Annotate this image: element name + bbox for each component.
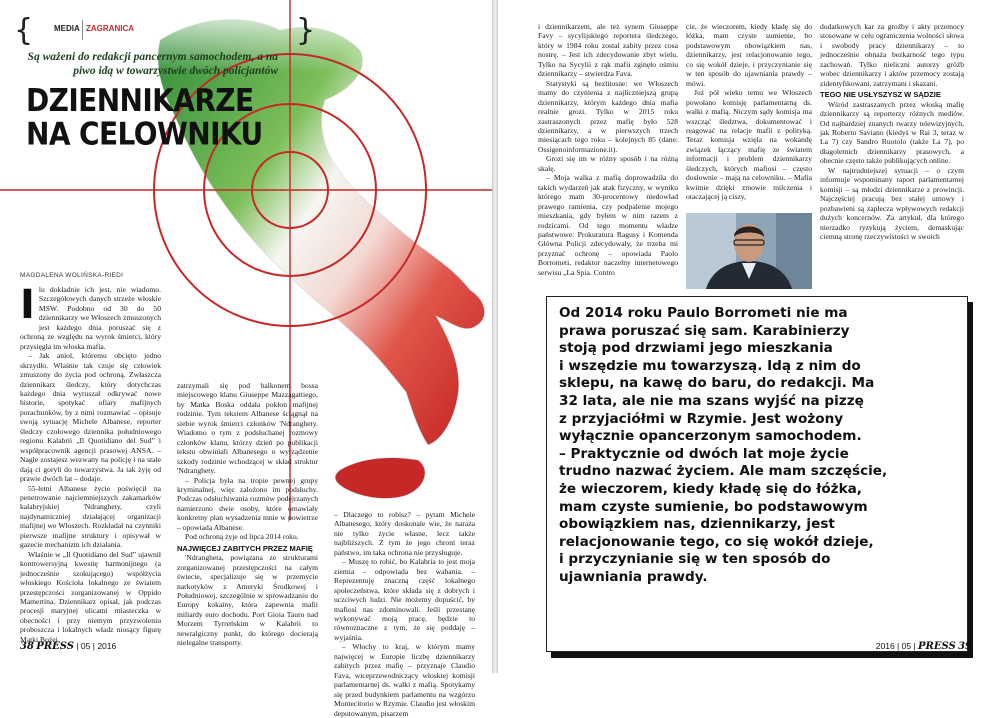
folio-right: [876, 641, 972, 652]
paragraph: 55-letni Albanese życie poświęcił na penetrowanie najciemniejszych zakamarków kalabryjskiej 'Ndranghety, czyli najdynamiczniej działającej organizacji mafijnej we Włoszech. Rozkładał na czynniki pierwsze mafijne struktury i opisywał w gazecie mechanizm ich działania.: [20, 483, 161, 550]
pull-quote-line: prawa poruszać się sam. Karabinierzy: [559, 322, 850, 339]
paragraph: Właśnie w „Il Quotidiano del Sud” ujawnił kontrowersyjną kwestię harmonijnego (a jednocześnie szokującego) współżycia włoskiego Kościoła lokalnego ze światem przestępczości zorganizowanej w Oppido Mamertina. Dziennikarz opisał, jak podczas procesji maryjnej ulicami miasteczka w obecności i przy niemym przyzwoleniu proboszcza i lokalnych władz niosący figurę Matki Bożej: [20, 549, 161, 644]
issue-right: 2016 | 05 |: [875, 641, 916, 651]
issue-left: | 05 | 2016: [76, 641, 117, 651]
article-column-6: [820, 22, 964, 294]
page-number-right: 39: [958, 641, 972, 652]
paragraph: Statystyki są bezlitosne: we Włoszech mamy do czynienia z najliczniejszą grupą dziennikarzy, którym każdego dnia mafia realnie grozi. Tylko w 2015 roku zastraszonych przez mafię było 528 dziennikarzy, a w pierwszych trzech miesiącach tego roku – kolejnych 85 (dane: Ossigenoinformazione.it).: [538, 78, 678, 154]
article-column-2: [177, 381, 318, 648]
paragraph: – Włochy to kraj, w którym mamy najwięcej w Europie liczbę dziennikarzy zabitych przez mafię – przyznaje Claudio Fava, wiceprzewodniczący włoskiej komisji parlamentarnej ds. walki z mafią. Spotykamy się przed budynkiem parlamentu na wzgórzu Montecitorio w Rzymie. Claudio jest włoskim deputowanym, pisarzem: [334, 642, 475, 718]
pull-quote-line: i przyczynianie się w ten sposób do: [559, 551, 831, 568]
folio-left: [20, 641, 116, 652]
pull-quote-line: z przyjaciółmi w Rzymie. Jest wożony: [559, 410, 844, 427]
brand-right: PRESS: [918, 641, 956, 652]
pull-quote-line: że wieczorem, kiedy kładę się do łóżka,: [559, 480, 862, 497]
article-column-3: [334, 510, 475, 718]
paragraph: – Muszę to robić, bo Kalabria to jest moja ziemia – odpowiada bez wahania. – Reprezentuję znaczną część lokalnego społeczeństwa, które składa się z dobrych i uczciwych ludzi. Nie możemy dopuścić, by mafiosi nas zdominowali. Jeśli przestanę wykonywać moją pracę, będzie to równoznaczne z tym, że się poddaję – wyjaśnia.: [334, 557, 475, 642]
section-brace-right: }: [296, 13, 316, 48]
paragraph: – Policja była na tropie pewnej grupy kryminalnej, więc założono im podsłuchy. Podczas odsłuchiwania rozmów podejrzanych namierzono dwie osoby, które omawiały konkretny plan wysadzenia mnie w powietrze – opowiada Albanese.: [177, 475, 318, 532]
portrait-photo: [686, 213, 812, 289]
article-column-1: [20, 282, 161, 644]
pull-quote-box: [546, 296, 968, 652]
pull-quote-line: i wszędzie mu towarzyszą. Idą z nim do: [559, 357, 861, 374]
subsection-label: ZAGRANICA: [86, 24, 134, 33]
right-page: [498, 0, 992, 673]
pull-quote-line: Od 2014 roku Paulo Borrometi nie ma: [559, 305, 848, 321]
headline-line-1: DZIENNIKARZE: [26, 81, 254, 119]
paragraph: – Dlaczego to robisz? – pytam Michele Albanesego, który doskonale wie, że naraża nie tylko życie własne, lecz także najbliższych. Z tym że jego chroni teraz państwo, im taka ochrona nie przysługuje.: [334, 510, 475, 557]
paragraph: – Moja walka z mafią doprowadziła do takich wydarzeń jak atak fizyczny, w wyniku którego mam 30-procentowy niedowład prawego ramienia, czy podpalenie mojego mieszkania, gdy byłem w nim razem z rodzicami. Od tego momentu władze państwowe: Prokuratura Ragusy i Komenda Główna Policji zdecydowały, że trzeba mi przyznać ochronę – opowiada Paolo Borrometi, redaktor naczelny internetowego serwisu „La Spia. Contro: [538, 173, 678, 277]
article-column-5: [686, 22, 812, 210]
pull-quote-line: mam czyste sumienie, bo podstawowym: [559, 498, 868, 515]
paragraph: Ilu dokładnie ich jest, nie wiadomo. Szczegółowych danych strzeże włoskie MSW. Podobno od 30 do 50 dziennikarzy we Włoszech zmuszonych jest każdego dnia poruszać się z ochroną ze względu na wyrok śmierci, który przysięgła im włoska mafia.: [20, 282, 161, 351]
article-column-4: [538, 22, 678, 292]
author-byline: MAGDALENA WOLIŃSKA-RIEDI: [20, 272, 124, 279]
paragraph: zatrzymali się pod balkonem bossa miejscowego klanu Giuseppe Mazzagattiego, by Matka Boska oddała pokłon mafijnej rodzinie. Tym tekstem Albanese ściągnął na siebie wyrok śmierci członków 'Ndranghety. Wiadomo o tym z podsłuchanej rozmowy członków klanu, którzy dzień po publikacji tekstu obwiniali Albanesego o wyrządzenie szkody rodzinie wchodzącej w skład struktur 'Ndranghety.: [177, 381, 318, 476]
headline-line-2: NA CELOWNIKU: [26, 115, 263, 153]
subheading: TEGO NIE USŁYSZYSZ W SĄDZIE: [820, 90, 941, 100]
pull-quote-line: relacjonowanie tego, co się wokół dzieje,: [559, 533, 874, 550]
section-separator: [82, 20, 83, 40]
page-number-left: 38: [20, 641, 34, 652]
pull-quote-line: ujawniania prawdy.: [559, 568, 708, 585]
paragraph: W najtrudniejszej sytuacji – o czym informuje wspominany raport parlamentarnej komisji – są młodzi dziennikarze z prowincji. Najczęściej pracują bez stałej umowy i pozbawieni są zaplecza wpływowych redakcji dużych koncernów. Za artykuł, dla którego nierzadko ryzykują życiem, demaskując ciemną stronę rzeczywistości w swoich: [820, 165, 964, 242]
section-brace-left: {: [14, 13, 34, 48]
paragraph: Grozi się im w różny sposób i na różną skalę.: [538, 154, 678, 173]
paragraph: – Jak aniol, któremu obcięto jedno skrzydło. Właśnie tak czuje się człowiek zmuszony do życia pod ochroną. Zwłaszcza dziennikarz śledczy, który dotychczas każdego dnia wyruszał odkrywać nowe historie, spotykać ofiary mafijnych porachunków, by z nimi rozmawiać – opisuje swoją sytuację Michele Albanese, reporter śledczy czołowego dziennika południowego regionu Kalabrii „Il Quotidiano del Sud” i współpracownik agencji prasowej ANSA. – Nagle zostajesz wezwany na policję i na stałe dają ci goryli do towarzystwa. Ja tak żyję od prawie dwóch lat – dodaje.: [20, 351, 161, 484]
headline: [26, 81, 263, 153]
paragraph: dodatkowych kar za groźby i akty przemocy stosowane w celu ograniczenia wolności słowa i swobody pracy dziennikarzy – to jednocześnie obnaża bezkarność tego typu zachowań. Tylko nieliczni autorzy gróźb wobec dziennikarzy i aktów przemocy zostają zidentyfikowani, zatrzymani i skazani.: [820, 22, 964, 88]
left-page: [0, 0, 492, 718]
lead-text: Są ważeni do redakcji pancernym samochodem, a na piwo idą w towarzystwie dwóch policjantów: [27, 51, 278, 77]
paragraph: Pod ochroną żyje od lipca 2014 roku.: [185, 532, 299, 542]
paragraph: Wśród zastraszanych przez włoską mafię dziennikarzy są reporterzy różnych mediów. Od najbardziej znanych twarzy telewizyjnych, jak Roberto Saviano (kiedyś w Rai 3, teraz w La 7) czy Sandro Ruotolo (także La 7), po dłagoletnich dziennikarzy prasowych, a obecnie często także publikujących online.: [820, 99, 964, 166]
pull-quote-line: 32 lata, ale nie ma szans wyjść na pizzę: [559, 392, 864, 409]
pull-quote-line: stoją pod drzwiami jego mieszkania: [559, 340, 833, 357]
paragraph: cie, że wieczorem, kiedy kładę się do łóżka, mam czyste sumienie, bo podstawowym obowiązkiem nas, dziennikarzy, jest relacjonowanie tego, co się wokół dzieje, i przyczynianie się w ten sposób do ujawniania prawdy – mówi.: [686, 22, 812, 88]
brand-left: PRESS: [36, 641, 74, 652]
pull-quote-line: wyłącznie opancerzonym samochodem.: [559, 428, 862, 445]
pull-quote-line: obowiązkiem nas, dziennikarzy, jest: [559, 516, 835, 533]
pull-quote-line: trudno nazwać życiem. Ale mam szczęście,: [559, 463, 888, 480]
drop-cap: I: [20, 282, 35, 328]
paragraph: Już pół wieku temu we Włoszech powołano komisję parlamentarną ds. walki z mafią. Niczym sądy komisja ma wszcząć śledztwa, dokumentować i reagować na relacje mafii z polityką. Teraz komisja wzięła na wokandę związek łączący mafię ze światem informacji i problem dziennikarzy śledczych, których mafiosi – często dosłownie – mają na celowniku. – Mafia kwitnie dzięki zmowie milczenia i otaczającej ją ciszy,: [686, 88, 812, 202]
section-label: MEDIA: [54, 24, 80, 33]
pull-quote-line: – Praktycznie od dwóch lat moje życie: [559, 445, 849, 462]
subheading: NAJWIĘCEJ ZABITYCH PRZEZ MAFIĘ: [177, 543, 313, 553]
paragraph: i dziennikarzem, ale też synem Giuseppe Favy – sycylijskiego reportera śledczego, który w 1984 roku został zabity przez cosa nostrę. – Jest ich zdecydowanie zbyt wielu. Tylko na Sycylii z rąk mafii zginęło ośmiu dziennikarzy – stwierdza Fava.: [538, 22, 678, 79]
paragraph: 'Ndrangheta, powiązana ze strukturami zorganizowanej przestępczości na całym świecie, specjalizuje się w przemycie narkotyków z Ameryki Środkowej i Południowej, szczególnie w sprowadzaniu do Europy kokainy, która zapewnia mafii miliardy euro dochodu. Port Gioia Tauro nad Morzem Tyrreńskim w Kalabrii to newralgiczny punkt, do którego docierają nielegalne transporty.: [177, 553, 318, 648]
pull-quote-line: sklepu, na kawę do baru, do redakcji. Ma: [559, 375, 875, 392]
